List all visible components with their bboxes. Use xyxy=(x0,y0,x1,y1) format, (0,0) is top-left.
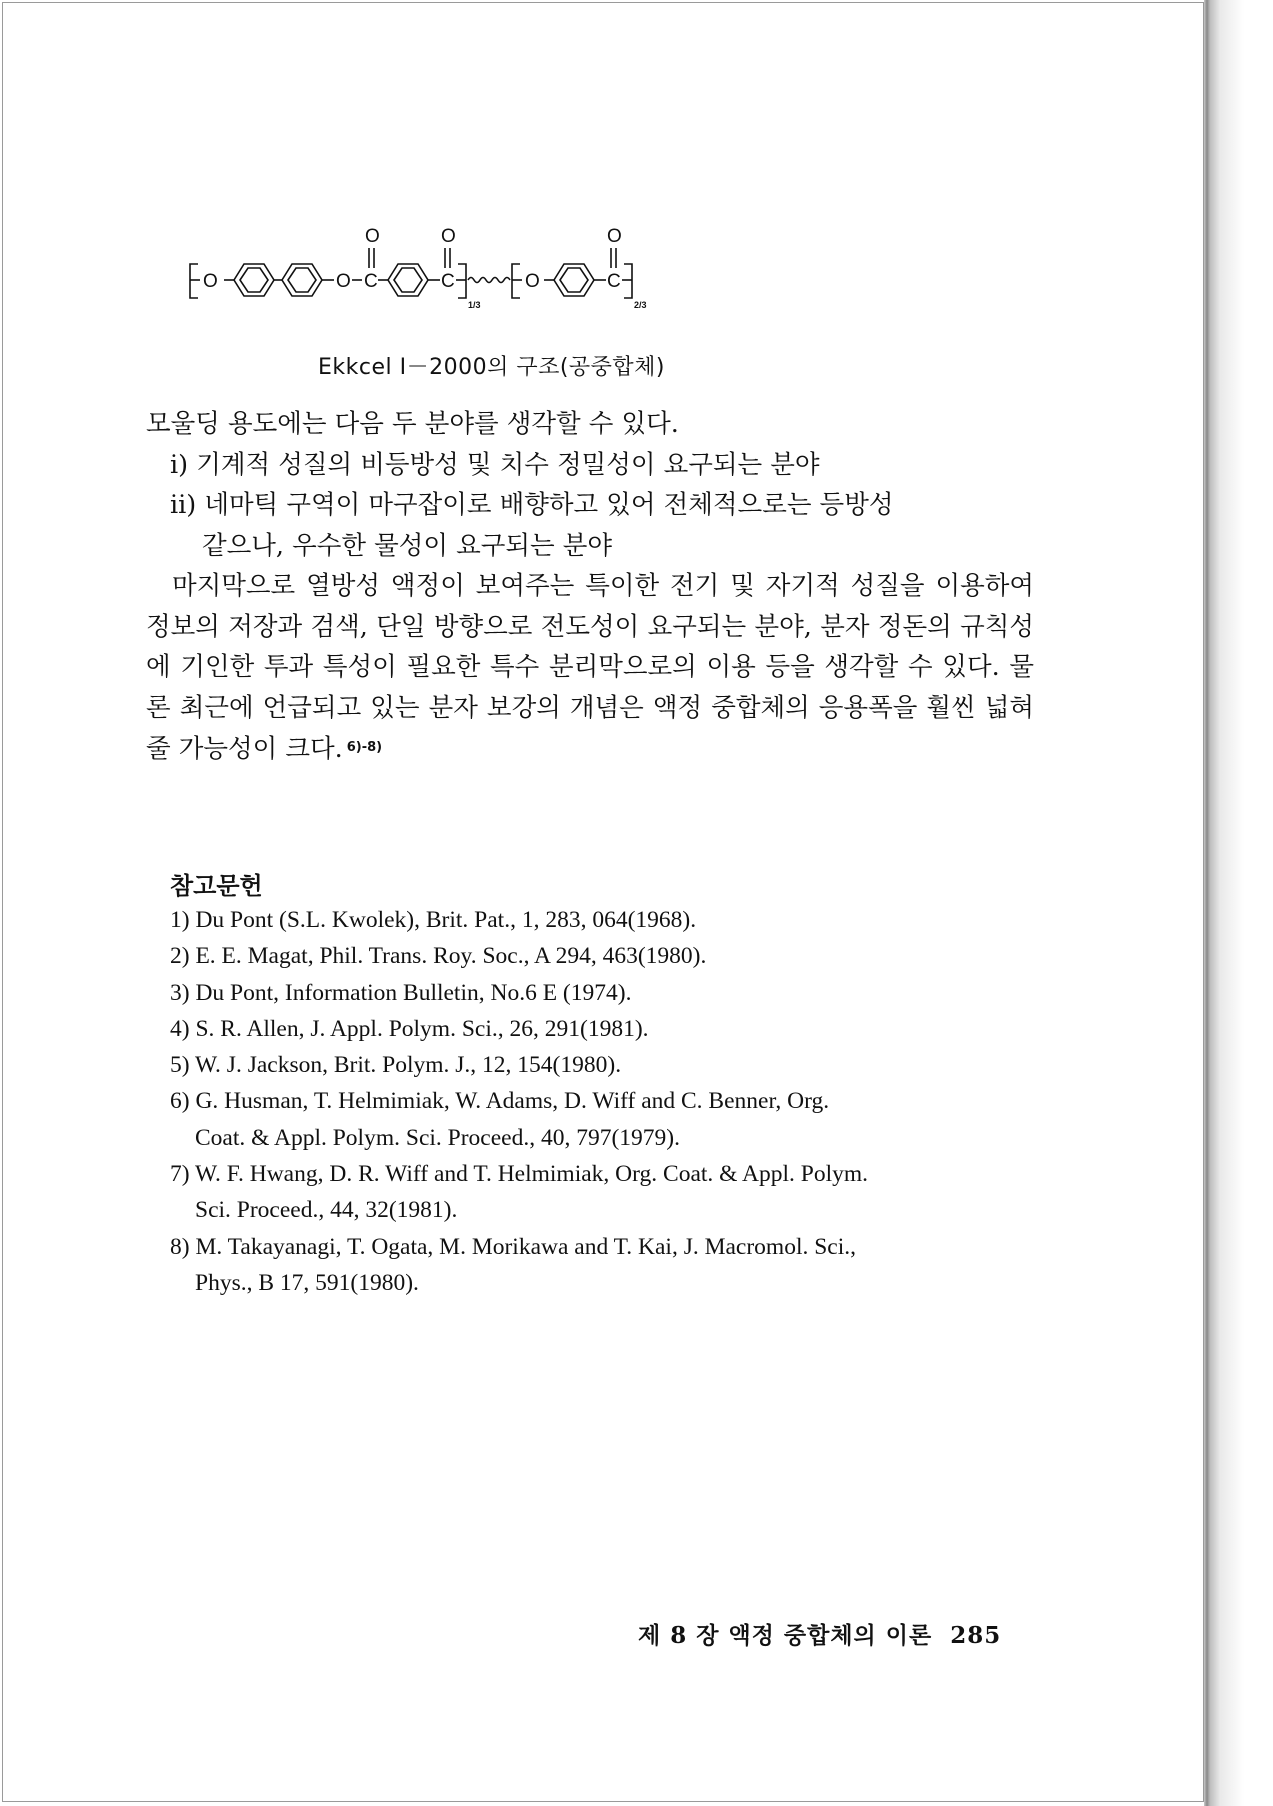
body-text xyxy=(146,404,1034,770)
figure-caption: Ekkcel I－2000의 구조(공중합체) xyxy=(318,355,666,380)
oxygen-atom: O xyxy=(203,271,218,292)
chapter-title: 제 8 장 액정 중합체의 이론 xyxy=(638,1622,933,1649)
carbon-atom: C xyxy=(364,271,378,292)
reference-item: 5) W. J. Jackson, Brit. Polym. J., 12, 154(1980). xyxy=(170,1052,622,1079)
reference-item-continued xyxy=(170,1192,1036,1228)
reference-item: 8) M. Takayanagi, T. Ogata, M. Morikawa and T. Kai, J. Macromol. Sci., xyxy=(170,1233,857,1260)
references-list xyxy=(170,902,1036,1301)
reference-item: 4) S. R. Allen, J. Appl. Polym. Sci., 26, 291(1981). xyxy=(170,1015,649,1042)
list-item-2: ⅱ) 네마틱 구역이 마구잡이로 배향하고 있어 전체적으로는 등방성 xyxy=(170,490,894,520)
subscript-one-third: 1/3 xyxy=(468,300,481,310)
citation-ref: 6)-8) xyxy=(346,740,383,755)
subscript-two-thirds: 2/3 xyxy=(634,300,647,310)
closing-paragraph-text: 마지막으로 열방성 액정이 보여주는 특이한 전기 및 자기적 성질을 이용하여 정보의 저장과 검색, 단일 방향으로 전도성이 요구되는 분야, 분자 정돈의 규칙성에 기인한 투과 특성이 필요한 특수 분리막으로의 이용 등을 생각할 수 있다. 물론 최근에 언급되고 있는 분자 보강의 개념은 액정 중합체의 응용폭을 훨씬 넓혀줄 가능성이 크다. xyxy=(146,571,1034,764)
chemical-structure-figure xyxy=(186,212,806,322)
page-edge-shadow xyxy=(1204,0,1273,1806)
reference-item: 2) E. E. Magat, Phil. Trans. Roy. Soc., A 294, 463(1980). xyxy=(170,943,707,970)
reference-item: 7) W. F. Hwang, D. R. Wiff and T. Helmimiak, Org. Coat. & Appl. Polym. xyxy=(170,1161,869,1188)
reference-continuation: Coat. & Appl. Polym. Sci. Proceed., 40, 797(1979). xyxy=(195,1124,680,1151)
oxygen-atom: O xyxy=(336,271,351,292)
intro-line: 모울딩 용도에는 다음 두 분야를 생각할 수 있다. xyxy=(146,409,679,439)
reference-item: 6) G. Husman, T. Helmimiak, W. Adams, D. Wiff and C. Benner, Org. xyxy=(170,1088,830,1115)
reference-item: 1) Du Pont (S.L. Kwolek), Brit. Pat., 1, 283, 064(1968). xyxy=(170,907,697,933)
carbon-atom: C xyxy=(441,271,455,292)
carbonyl-oxygen: O xyxy=(441,226,456,247)
oxygen-atom: O xyxy=(525,271,540,292)
reference-continuation: Sci. Proceed., 44, 32(1981). xyxy=(195,1197,458,1224)
carbonyl-oxygen: O xyxy=(365,226,380,247)
carbonyl-oxygen: O xyxy=(607,226,622,247)
reference-item: 3) Du Pont, Information Bulletin, No.6 E (1974). xyxy=(170,979,632,1006)
reference-item-continued xyxy=(170,1120,1036,1156)
carbon-atom: C xyxy=(607,271,621,292)
closing-paragraph xyxy=(146,566,1034,770)
list-item-2-continued: 같으나, 우수한 물성이 요구되는 분야 xyxy=(202,530,613,561)
page-footer xyxy=(638,1617,1001,1650)
reference-item-continued xyxy=(170,1265,1036,1301)
page-number: 285 xyxy=(950,1622,1002,1649)
references-title: 참고문헌 xyxy=(170,872,263,900)
reference-continuation: Phys., B 17, 591(1980). xyxy=(195,1269,419,1296)
list-item-1: ⅰ) 기계적 성질의 비등방성 및 치수 정밀성이 요구되는 분야 xyxy=(170,449,820,480)
